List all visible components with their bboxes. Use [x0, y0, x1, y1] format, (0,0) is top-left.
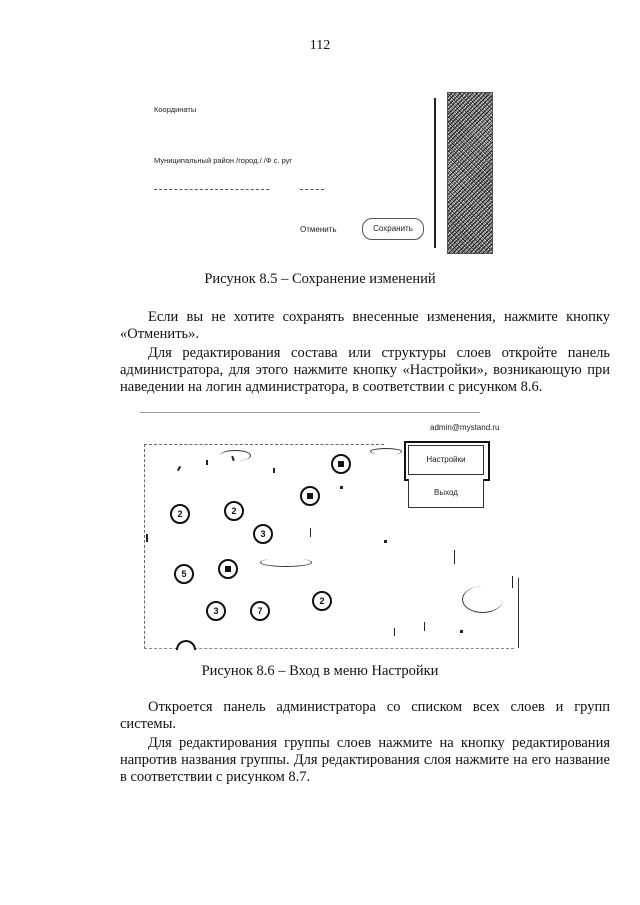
- map-edge-right: [518, 578, 520, 648]
- admin-login[interactable]: admin@mystand.ru: [430, 423, 500, 432]
- save-button[interactable]: Сохранить: [362, 218, 424, 240]
- map-road: [260, 558, 312, 567]
- map-fragment: [206, 460, 208, 465]
- map-fragment: [177, 466, 181, 471]
- map-marker[interactable]: 5: [174, 564, 194, 584]
- map-fragment: [460, 630, 463, 633]
- input-underline-short: [300, 189, 324, 190]
- district-label: Муниципальный район /город./ /Ф с. руг: [154, 156, 293, 165]
- settings-button[interactable]: Настройки: [408, 445, 484, 475]
- map-road: [220, 450, 251, 461]
- coordinates-label: Координаты: [154, 105, 197, 114]
- map-fragment: [394, 628, 395, 636]
- map-fragment: [424, 622, 425, 631]
- map-marker[interactable]: 3: [206, 601, 226, 621]
- map-fragment: [454, 550, 455, 564]
- page-number: 112: [309, 38, 331, 53]
- map-fragment: [146, 534, 148, 542]
- figure-top-rule: [140, 412, 480, 413]
- map-marker[interactable]: 2: [170, 504, 190, 524]
- map-edge-left: [144, 444, 146, 649]
- figure-8-6-caption: Рисунок 8.6 – Вход в меню Настройки: [201, 663, 439, 679]
- figure-8-6: [140, 408, 520, 653]
- map-fragment: [310, 528, 311, 537]
- paragraph-cancel: Если вы не хотите сохранять внесенные изменения, нажмите кнопку «Отменить».: [120, 309, 610, 342]
- map-fragment: [340, 486, 343, 489]
- figure-8-5-caption: Рисунок 8.5 – Сохранение изменений: [204, 271, 436, 287]
- map-fragment: [512, 576, 513, 588]
- map-edge-bottom: [144, 648, 514, 649]
- map-marker[interactable]: 7: [250, 601, 270, 621]
- building-marker[interactable]: [218, 559, 238, 579]
- map-marker-partial[interactable]: [176, 640, 196, 650]
- map-edge-top: [144, 444, 384, 445]
- paragraph-admin-panel: Откроется панель администратора со списком всех слоев и групп системы.: [120, 699, 610, 732]
- map-marker[interactable]: 2: [224, 501, 244, 521]
- input-underline: [154, 189, 269, 190]
- map-marker[interactable]: 2: [312, 591, 332, 611]
- figure-8-5: [140, 92, 480, 252]
- exit-button[interactable]: Выход: [408, 479, 484, 508]
- paragraph-settings: Для редактирования состава или структуры слоев откройте панель администратора, для этого нажмите кнопку «Настройки», возникающую при наведении на логин администратора, в соответствии с рисунком 8.6.: [120, 345, 610, 395]
- paragraph-editing: Для редактирования группы слоев нажмите на кнопку редактирования напротив названия группы. Для редактирования слоя нажмите на его название в соответствии с рисунком 8.7.: [120, 735, 610, 785]
- building-marker[interactable]: [331, 454, 351, 474]
- building-marker[interactable]: [300, 486, 320, 506]
- map-fragment: [384, 540, 387, 543]
- divider: [434, 98, 437, 248]
- map-road: [370, 448, 402, 455]
- map-fragment: [273, 468, 275, 473]
- map-road: [462, 586, 503, 613]
- scanned-noise-panel: [447, 92, 493, 254]
- map-marker[interactable]: 3: [253, 524, 273, 544]
- cancel-button[interactable]: Отменить: [300, 225, 337, 234]
